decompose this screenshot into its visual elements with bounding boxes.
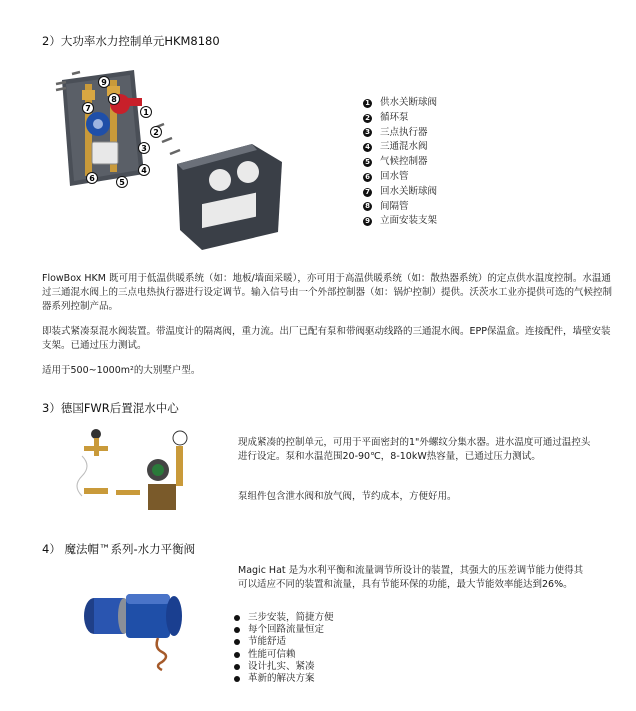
list-item: 8 间隔管 [363, 200, 437, 215]
list-item: 4 三通混水阀 [363, 140, 437, 155]
list-item: 三步安装，简捷方便 [234, 612, 334, 624]
list-item: 节能舒适 [234, 636, 334, 648]
list-item: 5 气候控制器 [363, 155, 437, 170]
s4-paragraph: Magic Hat 是为水利平衡和流量调节所设计的装置，其强大的压差调节能力使得其可以适应不同的装置和流量，具有节能环保的功能，最大节能效率能达到26%。 [238, 565, 584, 590]
list-item: 每个回路流量恒定 [234, 624, 334, 636]
section-3-title: 3）德国FWR后置混水中心 [42, 401, 179, 415]
list-item: 1 供水关断球阀 [363, 96, 437, 111]
fwr-drawing [72, 426, 196, 518]
s2-paragraph-1: FlowBox HKM 既可用于低温供暖系统（如：地板/墙面采暖），亦可用于高温供暖系统（如：散热器系统）的定点供水温度控制。水温通过三通混水阀上的三点电热执行器进行设定调节。输入信号由一个外部控制器（如：锅炉控制）提供。沃茨水工业亦提供可选的气候控制器系列控制产品。 [42, 273, 613, 312]
list-item: 革新的解决方案 [234, 673, 334, 685]
s2-paragraph-2: 即装式紧凑泵混水阀装置。带温度计的隔离阀，重力流。出厂已配有泵和带阀驱动线路的三通混水阀。EPP保温盒。连接配件，墙壁安装支架。已通过压力测试。 [42, 326, 611, 351]
callout-6: 6 [89, 174, 95, 183]
callout-5: 5 [119, 178, 125, 187]
magic-hat-illustration [74, 578, 204, 674]
list-item: 6 回水管 [363, 170, 437, 185]
list-item: 3 三点执行器 [363, 126, 437, 141]
callout-4: 4 [141, 166, 147, 175]
magic-hat-drawing [74, 578, 204, 674]
callout-9: 9 [101, 78, 107, 87]
s4-bullet-list [234, 612, 334, 685]
list-item: 7 回水关断球阀 [363, 185, 437, 200]
s3-paragraph-1: 现成紧凑的控制单元，可用于平面密封的1"外螺纹分集水器。进水温度可通过温控头进行设定。泵和水温范围20-90℃，8-10kW热容量，已通过压力测试。 [238, 437, 591, 462]
callout-3: 3 [141, 144, 147, 153]
list-item: 2 循环泵 [363, 111, 437, 126]
list-item: 9 立面安装支架 [363, 214, 437, 229]
list-item: 性能可信赖 [234, 649, 334, 661]
callout-7: 7 [85, 104, 91, 113]
hkm8180-drawing [52, 62, 292, 252]
callout-2: 2 [153, 128, 159, 137]
section-2-title: 2）大功率水力控制单元HKM8180 [42, 34, 220, 48]
callout-1: 1 [143, 108, 149, 117]
section-4-title: 4） 魔法帽™系列-水力平衡阀 [42, 542, 196, 556]
parts-list [363, 96, 437, 229]
fwr-illustration [72, 426, 196, 518]
hkm8180-illustration [52, 62, 292, 252]
s2-paragraph-3: 适用于500~1000m²的大别墅户型。 [42, 365, 201, 376]
callout-8: 8 [111, 95, 117, 104]
list-item: 设计扎实、紧凑 [234, 661, 334, 673]
s3-paragraph-2: 泵组件包含泄水阀和放气阀，节约成本，方便好用。 [238, 491, 457, 502]
